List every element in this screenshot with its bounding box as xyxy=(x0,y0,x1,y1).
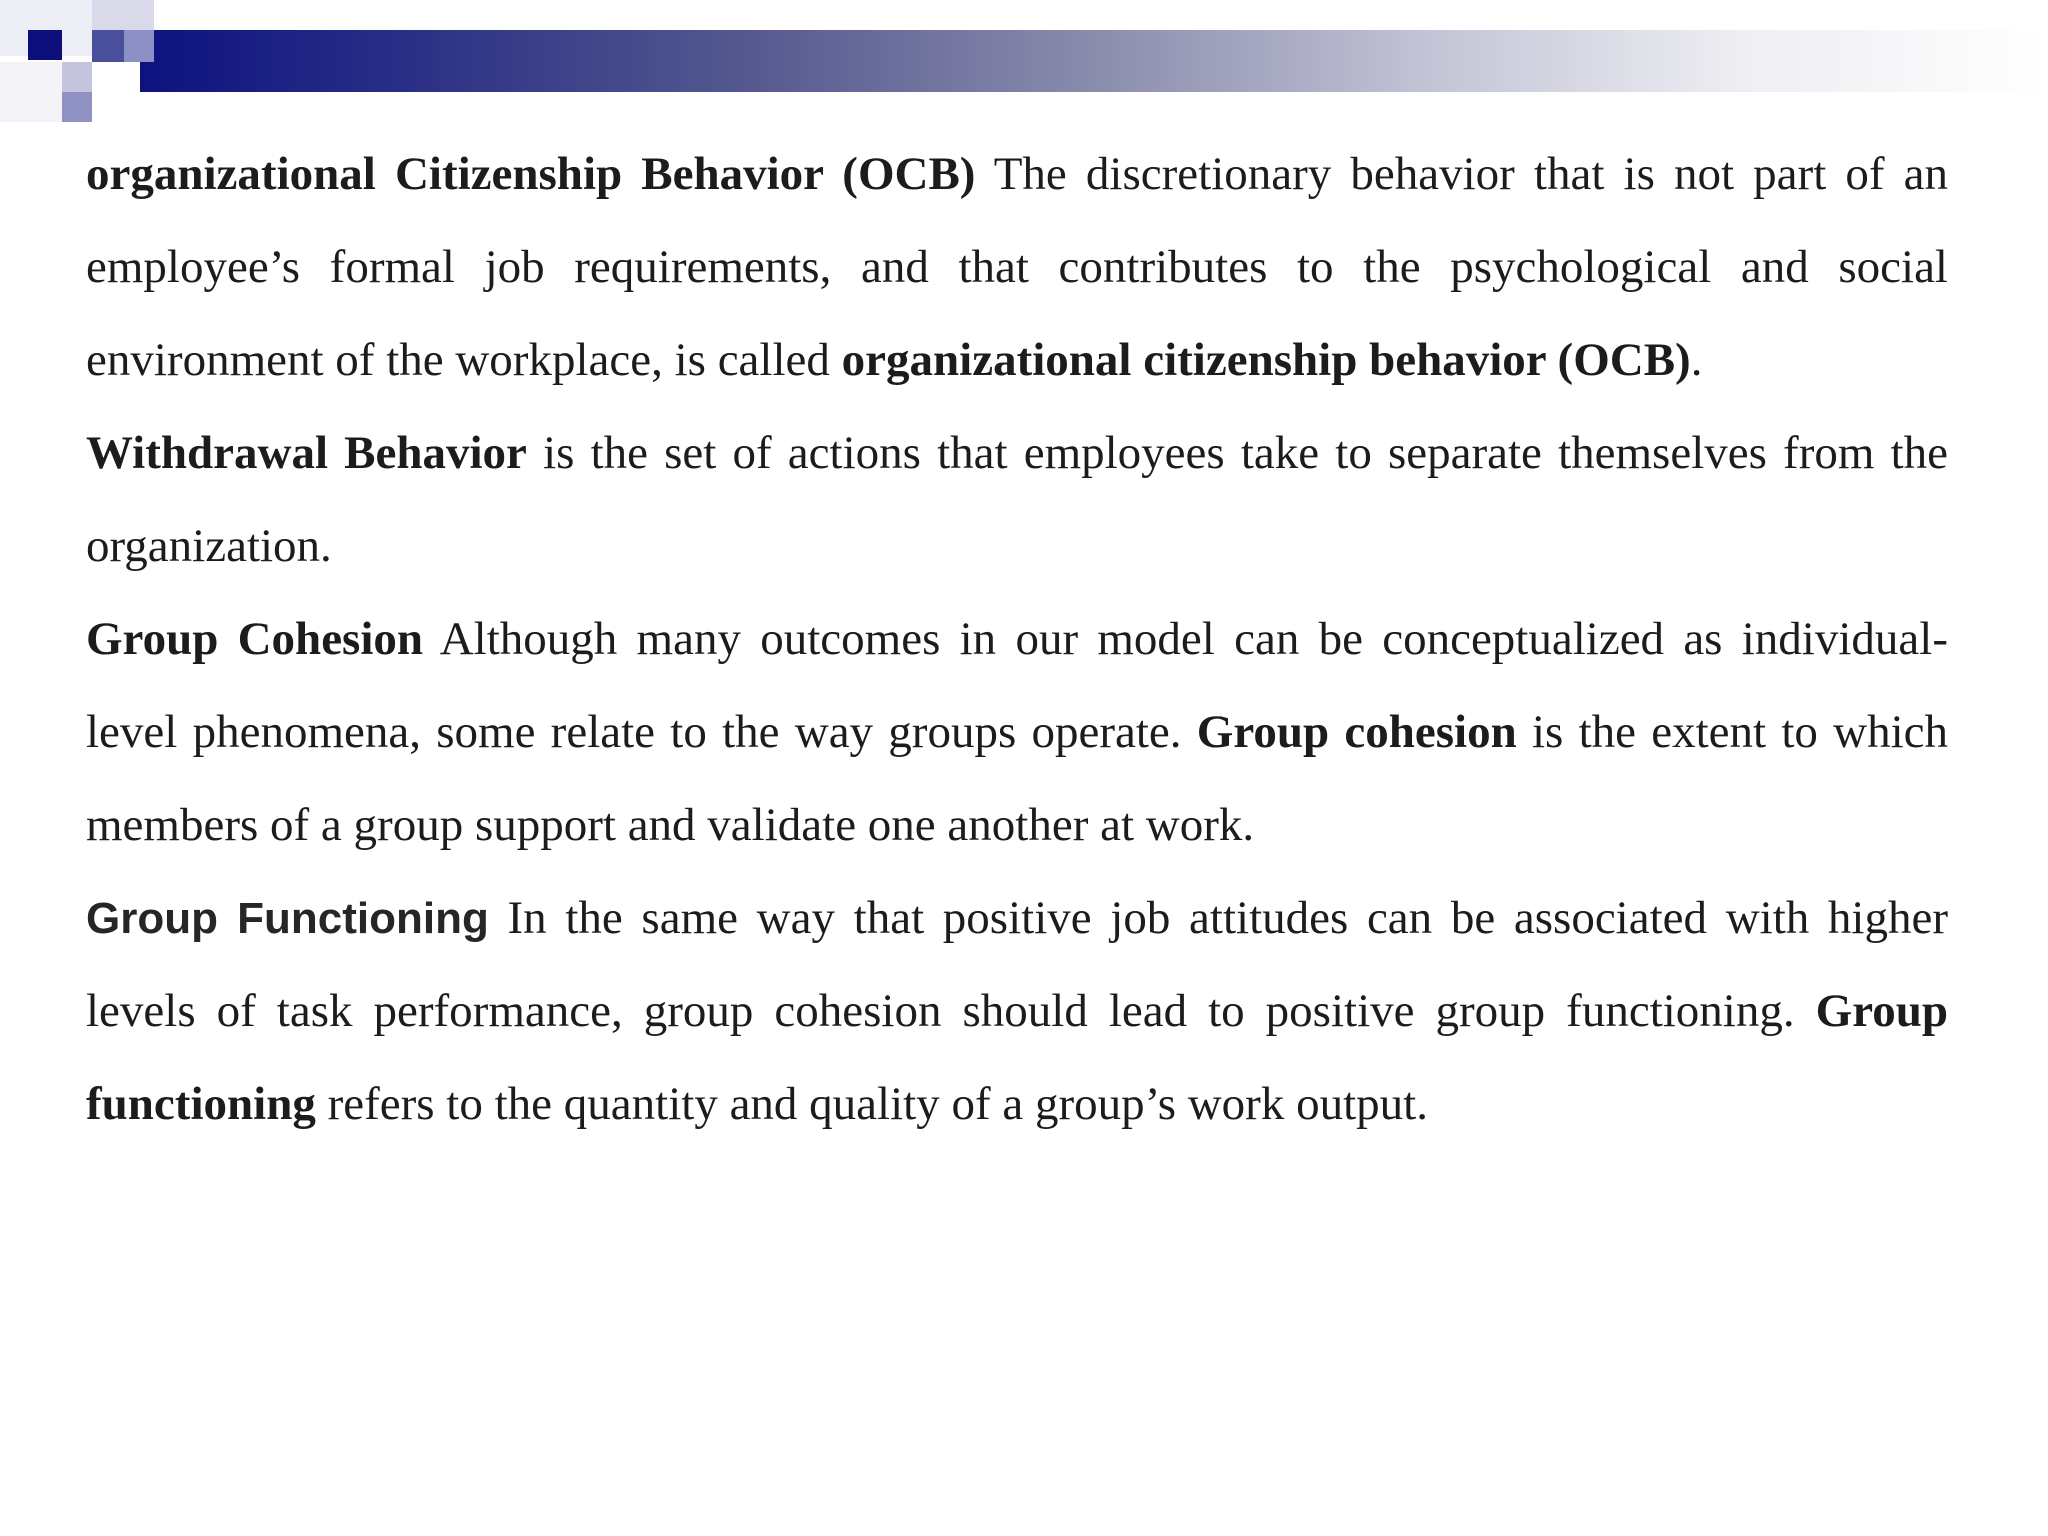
term-ocb-repeat: organizational citizenship behavior (OCB) xyxy=(841,334,1691,386)
definition-text: In the same way that positive job attitudes can be associated with higher levels of task performance, group cohesion should lead to positive group functioning. xyxy=(86,892,1948,1037)
term-withdrawal-behavior: Withdrawal Behavior xyxy=(86,427,527,479)
paragraph-group-functioning xyxy=(86,872,1948,1151)
paragraph-group-cohesion xyxy=(86,593,1948,872)
definition-text: refers to the quantity and quality of a group’s work output. xyxy=(315,1078,1428,1130)
decorative-square xyxy=(62,62,92,92)
decorative-square xyxy=(28,30,62,60)
definition-text: The discretionary behavior that is not part of an employee’s formal job requirements, and that contributes to the psychological and social environment of the workplace, is called xyxy=(86,148,1948,386)
term-ocb: organizational Citizenship Behavior (OCB) xyxy=(86,148,976,200)
paragraph-ocb xyxy=(86,128,1948,407)
definition-text: is the extent to which members of a group support and validate one another at work. xyxy=(86,706,1948,851)
term-group-functioning-repeat: Group functioning xyxy=(86,985,1948,1130)
slide-body xyxy=(86,128,1948,1151)
paragraph-withdrawal xyxy=(86,407,1948,593)
definition-text: . xyxy=(1690,334,1703,386)
header-gradient-bar xyxy=(140,30,2048,92)
term-group-functioning: Group Functioning xyxy=(86,894,489,943)
decorative-square xyxy=(62,92,92,122)
term-group-cohesion-repeat: Group cohesion xyxy=(1196,706,1517,758)
definition-text: Although many outcomes in our model can be conceptualized as individual-level phenomena, some relate to the way groups operate. xyxy=(86,613,1948,758)
decorative-square xyxy=(0,62,62,122)
decorative-square xyxy=(124,30,154,62)
term-group-cohesion: Group Cohesion xyxy=(86,613,424,665)
definition-text: is the set of actions that employees take to separate themselves from the organization. xyxy=(86,427,1948,572)
